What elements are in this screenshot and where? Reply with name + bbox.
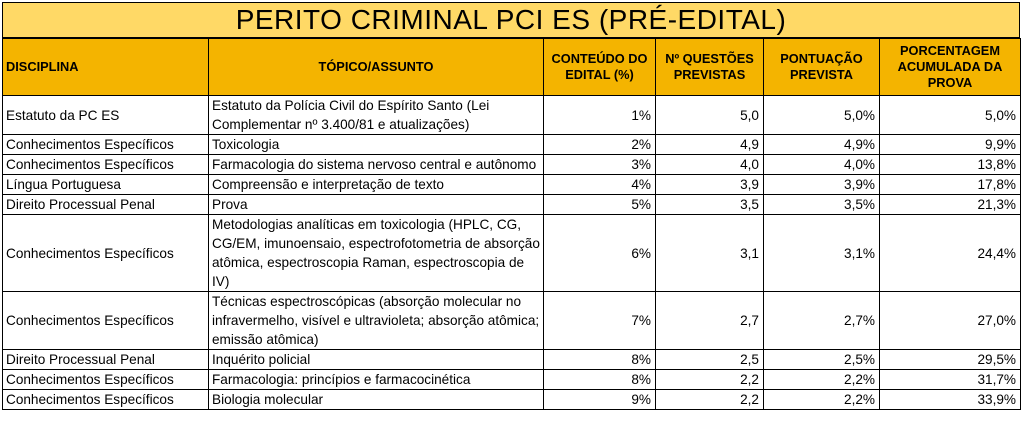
- cell-conteudo: 9%: [544, 390, 656, 410]
- header-disciplina: DISCIPLINA: [3, 39, 209, 96]
- header-pontuacao: PONTUAÇÃO PREVISTA: [764, 39, 880, 96]
- cell-disciplina: Direito Processual Penal: [3, 350, 209, 370]
- cell-questoes: 5,0: [656, 96, 764, 135]
- cell-questoes: 4,0: [656, 155, 764, 175]
- table-row: [3, 292, 1021, 350]
- cell-acumulada: 29,5%: [880, 350, 1021, 370]
- cell-questoes: 2,5: [656, 350, 764, 370]
- table-row: [3, 135, 1021, 155]
- header-conteudo: CONTEÚDO DO EDITAL (%): [544, 39, 656, 96]
- cell-pontuacao: 4,9%: [764, 135, 880, 155]
- cell-acumulada: 24,4%: [880, 215, 1021, 292]
- header-questoes: Nº QUESTÕES PREVISTAS: [656, 39, 764, 96]
- cell-pontuacao: 3,1%: [764, 215, 880, 292]
- cell-topico: Inquérito policial: [209, 350, 544, 370]
- table-row: [3, 155, 1021, 175]
- cell-acumulada: 31,7%: [880, 370, 1021, 390]
- cell-pontuacao: 3,9%: [764, 175, 880, 195]
- cell-topico: Metodologias analíticas em toxicologia (HPLC, CG, CG/EM, imunoensaio, espectrofotometria de absorção atômica, espectroscopia Raman, espectroscopia de IV): [209, 215, 544, 292]
- cell-acumulada: 9,9%: [880, 135, 1021, 155]
- cell-topico: Toxicologia: [209, 135, 544, 155]
- cell-questoes: 3,1: [656, 215, 764, 292]
- cell-questoes: 3,5: [656, 195, 764, 215]
- cell-conteudo: 4%: [544, 175, 656, 195]
- cell-pontuacao: 2,5%: [764, 350, 880, 370]
- table-row: [3, 175, 1021, 195]
- cell-disciplina: Conhecimentos Específicos: [3, 155, 209, 175]
- cell-questoes: 4,9: [656, 135, 764, 155]
- cell-disciplina: Estatuto da PC ES: [3, 96, 209, 135]
- cell-disciplina: Conhecimentos Específicos: [3, 135, 209, 155]
- table-row: [3, 370, 1021, 390]
- cell-acumulada: 21,3%: [880, 195, 1021, 215]
- cell-topico: Biologia molecular: [209, 390, 544, 410]
- table-row: [3, 350, 1021, 370]
- cell-pontuacao: 5,0%: [764, 96, 880, 135]
- cell-pontuacao: 4,0%: [764, 155, 880, 175]
- cell-conteudo: 8%: [544, 370, 656, 390]
- cell-acumulada: 17,8%: [880, 175, 1021, 195]
- cell-disciplina: Conhecimentos Específicos: [3, 215, 209, 292]
- cell-conteudo: 3%: [544, 155, 656, 175]
- table-row: [3, 215, 1021, 292]
- cell-pontuacao: 2,2%: [764, 390, 880, 410]
- cell-pontuacao: 2,2%: [764, 370, 880, 390]
- cell-conteudo: 7%: [544, 292, 656, 350]
- cell-conteudo: 6%: [544, 215, 656, 292]
- cell-acumulada: 5,0%: [880, 96, 1021, 135]
- header-row: [3, 39, 1021, 96]
- cell-pontuacao: 3,5%: [764, 195, 880, 215]
- header-topico: TÓPICO/ASSUNTO: [209, 39, 544, 96]
- table-row: [3, 195, 1021, 215]
- cell-disciplina: Conhecimentos Específicos: [3, 292, 209, 350]
- cell-acumulada: 33,9%: [880, 390, 1021, 410]
- cell-acumulada: 13,8%: [880, 155, 1021, 175]
- cell-conteudo: 5%: [544, 195, 656, 215]
- table-row: [3, 96, 1021, 135]
- header-porcentagem: PORCENTAGEM ACUMULADA DA PROVA: [880, 39, 1021, 96]
- cell-questoes: 3,9: [656, 175, 764, 195]
- cell-topico: Técnicas espectroscópicas (absorção molecular no infravermelho, visível e ultravioleta; absorção atômica; emissão atômica): [209, 292, 544, 350]
- cell-pontuacao: 2,7%: [764, 292, 880, 350]
- cell-questoes: 2,2: [656, 370, 764, 390]
- cell-disciplina: Direito Processual Penal: [3, 195, 209, 215]
- cell-topico: Farmacologia: princípios e farmacocinética: [209, 370, 544, 390]
- cell-acumulada: 27,0%: [880, 292, 1021, 350]
- cell-topico: Compreensão e interpretação de texto: [209, 175, 544, 195]
- cell-questoes: 2,2: [656, 390, 764, 410]
- cell-disciplina: Conhecimentos Específicos: [3, 390, 209, 410]
- cell-disciplina: Conhecimentos Específicos: [3, 370, 209, 390]
- cell-questoes: 2,7: [656, 292, 764, 350]
- data-table: [2, 38, 1021, 410]
- cell-disciplina: Língua Portuguesa: [3, 175, 209, 195]
- cell-topico: Prova: [209, 195, 544, 215]
- sheet-title: PERITO CRIMINAL PCI ES (PRÉ-EDITAL): [2, 2, 1020, 38]
- cell-conteudo: 1%: [544, 96, 656, 135]
- table-row: [3, 390, 1021, 410]
- spreadsheet: [2, 2, 1020, 410]
- cell-conteudo: 2%: [544, 135, 656, 155]
- cell-conteudo: 8%: [544, 350, 656, 370]
- cell-topico: Estatuto da Polícia Civil do Espírito Santo (Lei Complementar nº 3.400/81 e atualizações): [209, 96, 544, 135]
- cell-topico: Farmacologia do sistema nervoso central e autônomo: [209, 155, 544, 175]
